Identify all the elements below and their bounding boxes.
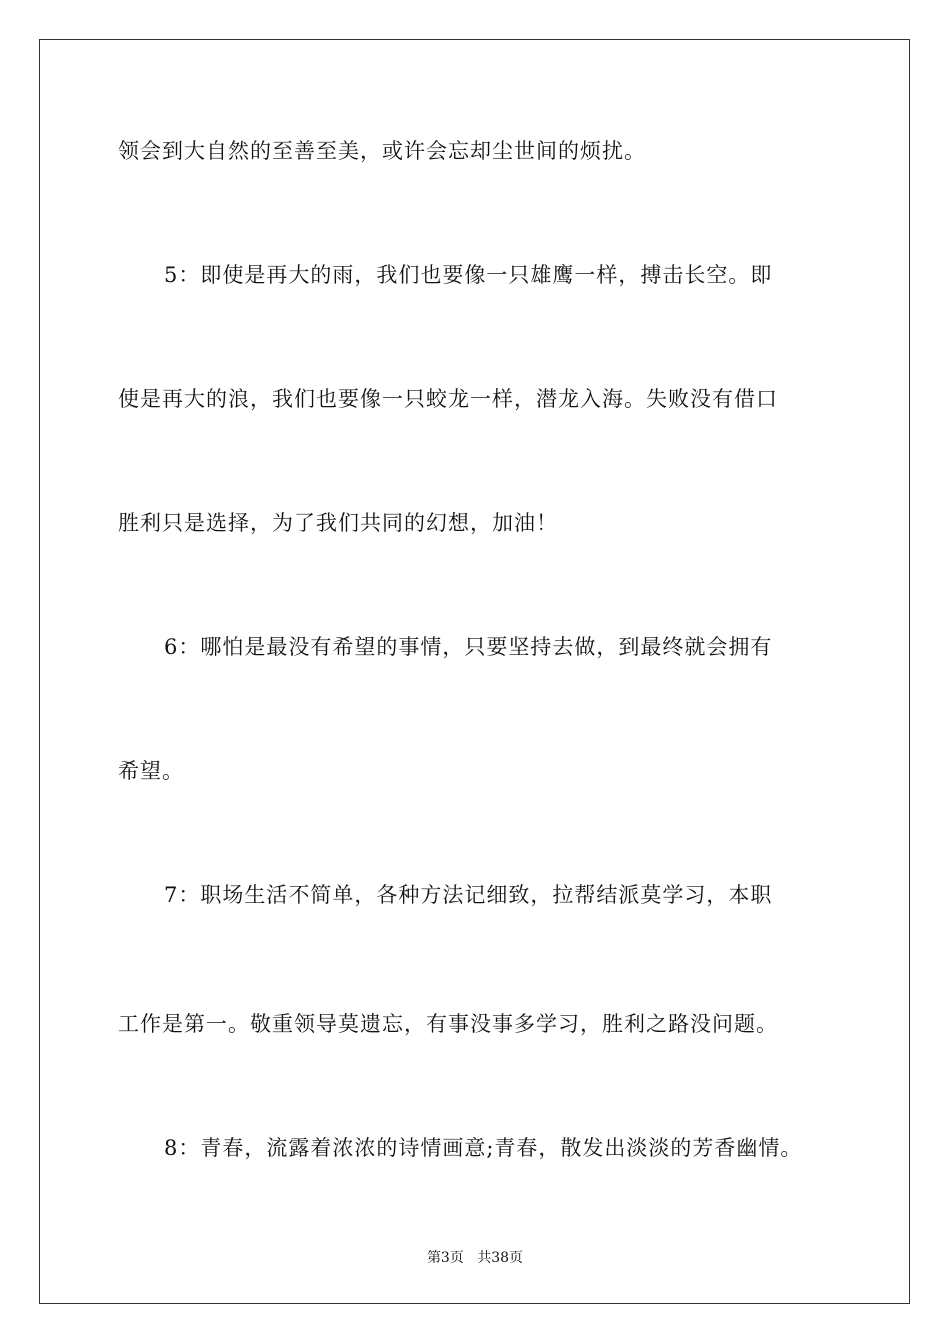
page-number: 第3页 bbox=[426, 1250, 464, 1266]
text-line-8: 工作是第一。敬重领导莫遗忘，有事没事多学习，胜利之路没问题。 bbox=[118, 1012, 778, 1036]
text-line-7: 7：职场生活不简单，各种方法记细致，拉帮结派莫学习，本职 bbox=[164, 883, 773, 907]
text-line-4: 胜利只是选择，为了我们共同的幻想，加油！ bbox=[118, 511, 558, 535]
text-line-1: 领会到大自然的至善至美，或许会忘却尘世间的烦扰。 bbox=[118, 139, 646, 163]
page-footer bbox=[0, 1248, 950, 1268]
text-line-9: 8：青春，流露着浓浓的诗情画意;青春，散发出淡淡的芳香幽情。 bbox=[164, 1136, 803, 1160]
text-line-2: 5：即使是再大的雨，我们也要像一只雄鹰一样，搏击长空。即 bbox=[164, 263, 773, 287]
text-line-5: 6：哪怕是最没有希望的事情，只要坚持去做，到最终就会拥有 bbox=[164, 635, 773, 659]
text-line-3: 使是再大的浪，我们也要像一只蛟龙一样，潜龙入海。失败没有借口 bbox=[118, 387, 778, 411]
text-line-6: 希望。 bbox=[118, 759, 184, 783]
page-total: 共38页 bbox=[477, 1250, 524, 1266]
page-border bbox=[39, 39, 910, 1304]
